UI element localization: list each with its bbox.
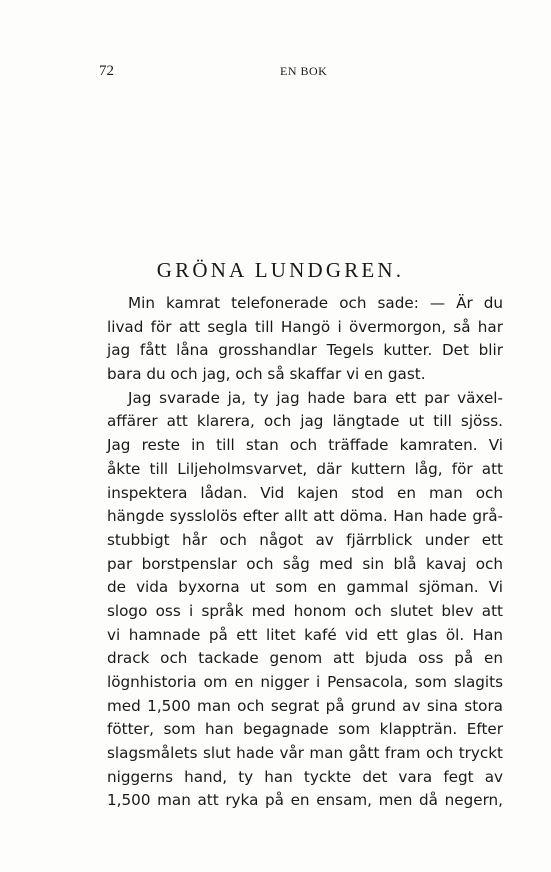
page-number: 72 bbox=[99, 63, 114, 79]
text-line: affärer att klarera, och jag längtade ut till sjöss. bbox=[107, 412, 503, 431]
chapter-title: GRÖNA LUNDGREN. bbox=[156, 258, 405, 282]
text-line: de vida byxorna ut som en gammal sjöman. Vi bbox=[107, 578, 503, 597]
text-line: par borstpenslar och såg med sin blå kavaj och bbox=[107, 554, 503, 573]
text-line: åkte till Liljeholmsvarvet, där kuttern låg, för att bbox=[107, 459, 503, 478]
running-title: EN BOK bbox=[280, 64, 328, 78]
text-line: 1,500 man att ryka på en ensam, men då negern, bbox=[107, 791, 503, 810]
text-line: livad för att segla till Hangö i övermorgon, så har bbox=[107, 317, 503, 336]
text-line: stubbigt hår och något av fjärrblick under ett bbox=[107, 530, 503, 549]
text-line: Jag svarade ja, ty jag hade bara ett par växel- bbox=[128, 388, 503, 407]
text-line: Jag reste in till stan och träffade kamraten. Vi bbox=[107, 436, 503, 455]
text-line: niggerns hand, ty han tyckte det vara fegt av bbox=[107, 767, 503, 786]
text-line: hängde sysslolös efter allt att döma. Han hade grå- bbox=[107, 507, 503, 526]
text-line: vi hamnade på ett litet kafé vid ett glas öl. Han bbox=[107, 625, 503, 644]
text-line: slagsmålets slut hade vår man gått fram och tryckt bbox=[107, 744, 503, 763]
text-line: inspektera lådan. Vid kajen stod en man och bbox=[107, 483, 503, 502]
body-text bbox=[107, 292, 503, 813]
text-line: Min kamrat telefonerade och sade: — Är du bbox=[128, 294, 503, 312]
text-line: jag fått låna grosshandlar Tegels kutter. Det blir bbox=[107, 341, 503, 360]
text-line: fötter, som han begagnade som klappträn. Efter bbox=[107, 720, 503, 739]
text-line: drack och tackade genom att bjuda oss på en bbox=[107, 649, 503, 668]
text-line: lögnhistoria om en nigger i Pensacola, som slagits bbox=[107, 673, 503, 691]
text-line: med 1,500 man och segrat på grund av sina stora bbox=[107, 696, 503, 715]
text-line: slogo oss i språk med honom och slutet blev att bbox=[107, 601, 503, 620]
text-line: bara du och jag, och så skaffar vi en gast. bbox=[107, 365, 426, 384]
